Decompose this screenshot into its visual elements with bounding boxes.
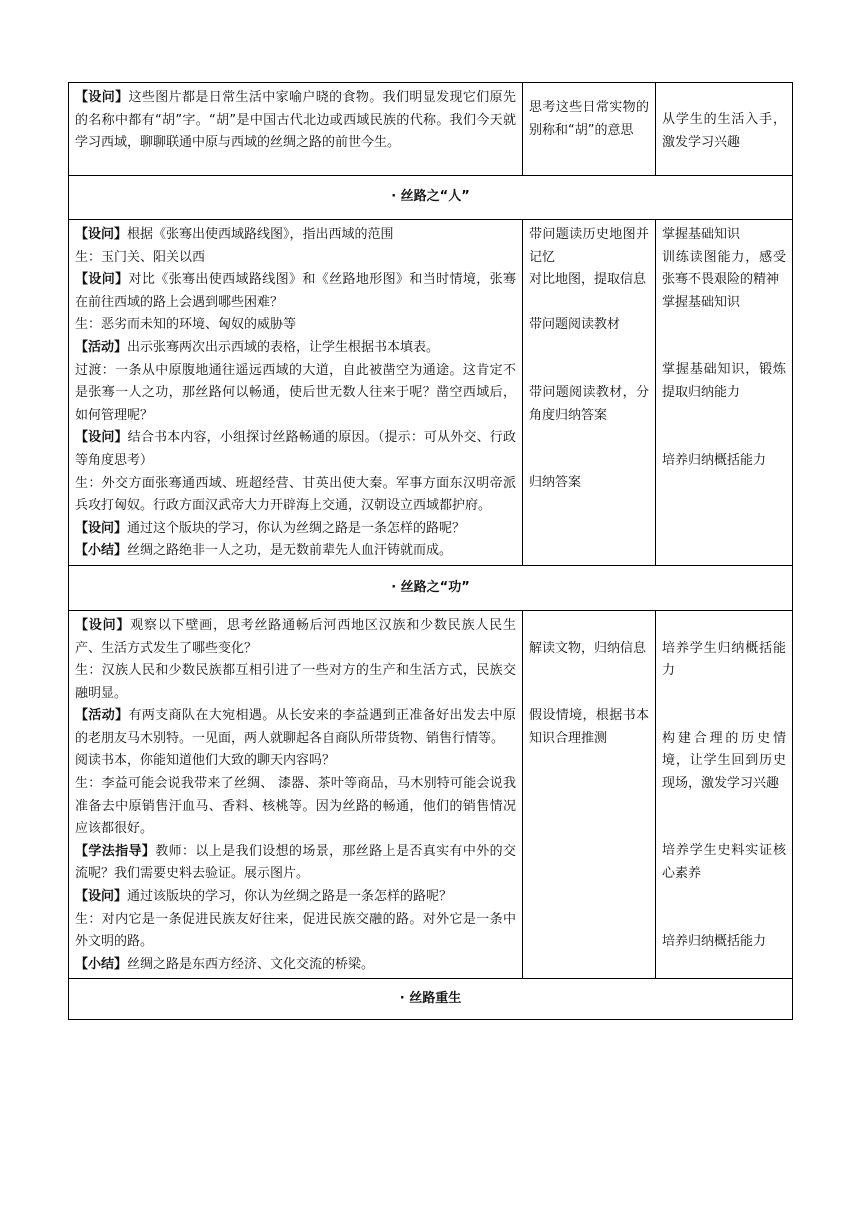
main-para: 生：外交方面张骞通西域、班超经营、甘英出使大秦。军事方面东汉明帝派兵攻打匈奴。行政方面汉武帝大力开辟海上交通，汉朝设立西域都护府。 xyxy=(75,475,516,514)
main-para: 生：李益可能会说我带来了丝绸、 漆器、茶叶等商品，马木别特可能会说我准备去中原销售汗血马、香料、核桃等。因为丝路的畅通，他们的销售情况应该都很好。 xyxy=(75,776,516,837)
section2-purpose-cell xyxy=(656,610,793,979)
student-activity: 对比地图，提取信息 xyxy=(529,272,647,288)
intro-student-cell xyxy=(523,83,656,176)
section1-row xyxy=(69,220,793,566)
design-purpose: 培养归纳概括能力 xyxy=(662,452,767,468)
intro-student-text: 思考这些日常实物的别称和“胡”的意思 xyxy=(529,100,649,138)
main-para: 【小结】丝绸之路绝非一人之功，是无数前辈先人血汗铸就而成。 xyxy=(75,543,453,559)
intro-main-cell xyxy=(69,83,523,176)
section1-main-cell xyxy=(69,220,523,566)
section2-row xyxy=(69,610,793,979)
section-header-row xyxy=(69,565,793,610)
intro-purpose-cell xyxy=(656,83,793,176)
design-purpose: 掌握基础知识 xyxy=(662,294,741,310)
design-purpose: 掌握基础知识，锻炼提取归纳能力 xyxy=(662,362,786,400)
main-para: 【设问】对比《张骞出使西域路线图》和《丝路地形图》和当时情境，张骞在前往西域的路上会遇到哪些困难？ xyxy=(75,272,516,310)
student-activity: 带问题读历史地图并记忆 xyxy=(529,227,649,265)
main-para: 过渡：一条从中原腹地通往遥远西域的大道，自此被凿空为通途。这肯定不是张骞一人之功，那丝路何以畅通，使后世无数人往来于呢？凿空西域后，如何管理呢？ xyxy=(75,362,516,423)
section2-student-cell xyxy=(523,610,656,979)
lesson-plan-table xyxy=(68,82,793,1020)
design-purpose: 构建合理的历史情境，让学生回到历史现场，激发学习兴趣 xyxy=(662,730,786,791)
design-purpose: 训练读图能力，感受张骞不畏艰险的精神 xyxy=(662,249,786,288)
main-para: 生：汉族人民和少数民族都互相引进了一些对方的生产和生活方式，民族交融明显。 xyxy=(75,663,516,701)
main-para: 【活动】有两支商队在大宛相遇。从长安来的李益遇到正准备好出发去中原的老朋友马木别特。一见面，两人就聊起各自商队所带货物、销售行情等。 xyxy=(75,708,516,746)
main-para: 【设问】观察以下壁画，思考丝路通畅后河西地区汉族和少数民族人民生产、生活方式发生了哪些变化？ xyxy=(75,617,516,656)
design-purpose: 培养学生归纳概括能力 xyxy=(662,640,786,679)
main-para: 【设问】通过这个版块的学习，你认为丝绸之路是一条怎样的路呢？ xyxy=(75,520,466,536)
main-para: 阅读书本，你能知道他们大致的聊天内容吗？ xyxy=(75,753,336,769)
section-title-3: · 丝路重生 xyxy=(69,979,793,1020)
student-activity: 归纳答案 xyxy=(529,475,582,491)
main-para: 【学法指导】教师：以上是我们设想的场景，那丝路上是否真实有中外的交流呢？我们需要史料去验证。展示图片。 xyxy=(75,843,516,882)
main-para: 【小结】丝绸之路是东西方经济、文化交流的桥梁。 xyxy=(75,956,375,972)
section-title-1: · 丝路之“人” xyxy=(69,176,793,220)
section-title-2: · 丝路之“功” xyxy=(69,565,793,610)
main-para: 【设问】结合书本内容，小组探讨丝路畅通的原因。（提示：可从外交、行政等角度思考） xyxy=(75,430,516,468)
section1-purpose-cell xyxy=(656,220,793,566)
intro-row xyxy=(69,83,793,176)
section1-student-cell xyxy=(523,220,656,566)
intro-purpose-text: 从学生的生活入手，激发学习兴趣 xyxy=(662,112,786,150)
design-purpose: 培养归纳概括能力 xyxy=(662,933,767,949)
section-header-row xyxy=(69,979,793,1020)
intro-text: 这些图片都是日常生活中家喻户晓的食物。我们明显发现它们原先的名称中都有“胡”字。“胡”是中国古代北边或西域民族的代称。我们今天就学习西域，聊聊联通中原与西域的丝绸之路的前世今生。 xyxy=(75,90,516,151)
design-purpose: 掌握基础知识 xyxy=(662,227,741,242)
main-para: 生：玉门关、阳关以西 xyxy=(75,249,206,265)
main-para: 【设问】根据《张骞出使西域路线图》，指出西域的范围 xyxy=(75,227,394,242)
main-para: 【设问】通过该版块的学习，你认为丝绸之路是一条怎样的路呢？ xyxy=(75,889,453,905)
section2-main-cell xyxy=(69,610,523,979)
main-para: 生：恶劣而未知的环境、匈奴的威胁等 xyxy=(75,317,297,333)
student-activity: 假设情境，根据书本知识合理推测 xyxy=(529,708,649,746)
section-header-row xyxy=(69,176,793,220)
main-para: 生：对内它是一条促进民族友好往来，促进民族交融的路。对外它是一条中外文明的路。 xyxy=(75,911,516,950)
design-purpose: 培养学生史料实证核心素养 xyxy=(662,843,786,882)
main-para: 【活动】出示张骞两次出示西域的表格，让学生根据书本填表。 xyxy=(75,339,440,355)
student-activity: 带问题阅读教材 xyxy=(529,317,621,333)
student-activity: 解读文物，归纳信息 xyxy=(529,640,647,656)
intro-tag: 【设问】 xyxy=(75,90,129,105)
student-activity: 带问题阅读教材，分角度归纳答案 xyxy=(529,384,649,423)
